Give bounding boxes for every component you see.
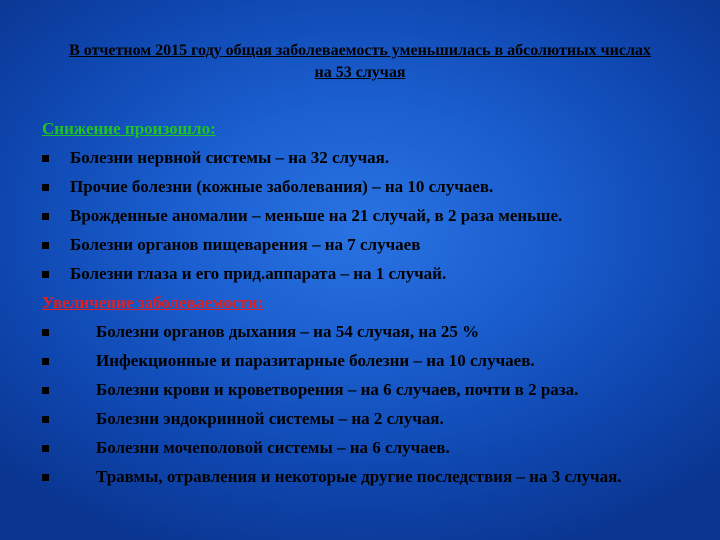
list-item-text: Болезни крови и кроветворения – на 6 случаев, почти в 2 раза. [96,380,579,399]
list-item-text: Прочие болезни (кожные заболевания) – на 10 случаев. [70,177,494,196]
increase-heading: Увеличение заболеваемости: [42,293,264,312]
square-bullet-icon [42,445,49,452]
square-bullet-icon [42,271,49,278]
list-item [42,466,682,488]
list-item-text: Врожденные аномалии – меньше на 21 случай, в 2 раза меньше. [70,206,563,225]
square-bullet-icon [42,416,49,423]
square-bullet-icon [42,213,49,220]
square-bullet-icon [42,184,49,191]
list-item-text: Болезни органов пищеварения – на 7 случаев [70,235,421,254]
list-item-text: Травмы, отравления и некоторые другие последствия – на 3 случая. [96,467,622,486]
square-bullet-icon [42,358,49,365]
list-item [42,176,682,205]
list-item [42,379,682,408]
list-item [42,263,682,292]
list-item-text: Болезни органов дыхания – на 54 случая, на 25 % [96,322,480,341]
square-bullet-icon [42,242,49,249]
square-bullet-icon [42,155,49,162]
list-item [42,408,682,437]
list-item-text: Болезни глаза и его прид.аппарата – на 1 случай. [70,264,447,283]
list-item [42,147,682,176]
square-bullet-icon [42,329,49,336]
list-item-text: Болезни мочеполовой системы – на 6 случаев. [96,438,450,457]
square-bullet-icon [42,474,49,481]
slide-body [42,118,682,488]
slide-title: В отчетном 2015 году общая заболеваемость уменьшилась в абсолютных числах на 53 случая [69,42,651,81]
square-bullet-icon [42,387,49,394]
list-item [42,205,682,234]
list-item-text: Болезни эндокринной системы – на 2 случая. [96,409,444,428]
list-item [42,234,682,263]
list-item [42,437,682,466]
list-item [42,321,682,350]
list-item [42,350,682,379]
decrease-heading: Снижение произошло: [42,119,216,138]
list-item-text: Болезни нервной системы – на 32 случая. [70,148,390,167]
list-item-text: Инфекционные и паразитарные болезни – на 10 случаев. [96,351,535,370]
